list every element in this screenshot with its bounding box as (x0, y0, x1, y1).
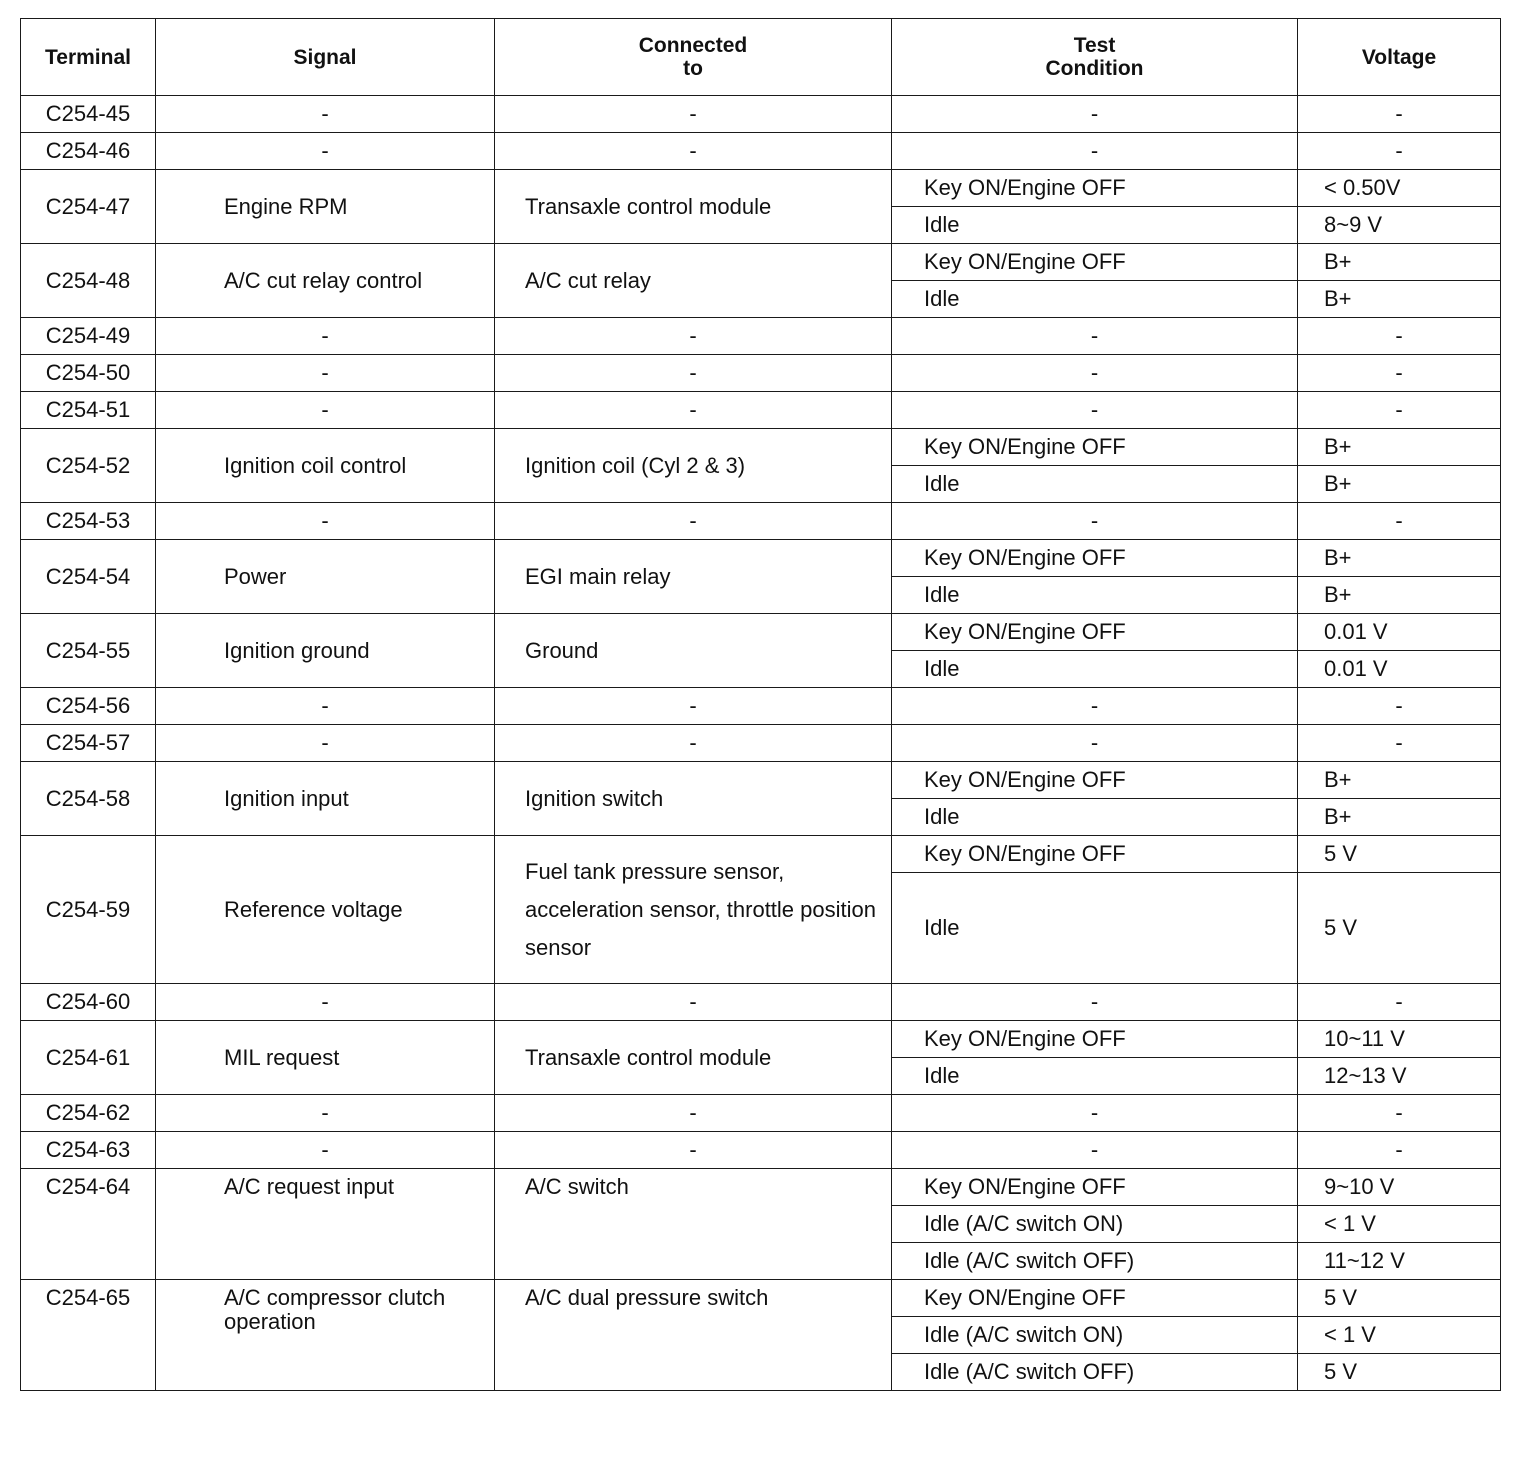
voltage-cell: B+ (1298, 799, 1501, 836)
test-condition-cell: Key ON/Engine OFF (892, 244, 1298, 281)
signal-cell: Reference voltage (156, 836, 495, 984)
test-condition-cell: - (892, 725, 1298, 762)
signal-cell: Power (156, 540, 495, 614)
test-condition-cell: Idle (892, 799, 1298, 836)
test-condition-cell: - (892, 96, 1298, 133)
signal-cell: MIL request (156, 1021, 495, 1095)
connected-to-cell: - (495, 355, 892, 392)
test-condition-cell: - (892, 984, 1298, 1021)
test-condition-cell: Idle (892, 651, 1298, 688)
test-condition-cell: Key ON/Engine OFF (892, 836, 1298, 873)
signal-cell: Engine RPM (156, 170, 495, 244)
voltage-cell: - (1298, 355, 1501, 392)
table-row (21, 429, 1501, 466)
table-row (21, 133, 1501, 170)
terminal-cell: C254-54 (21, 540, 156, 614)
test-condition-cell: Idle (892, 281, 1298, 318)
voltage-cell: B+ (1298, 466, 1501, 503)
signal-cell: - (156, 503, 495, 540)
voltage-cell: B+ (1298, 429, 1501, 466)
table-row (21, 96, 1501, 133)
table-body (21, 96, 1501, 1391)
test-condition-cell: Key ON/Engine OFF (892, 1280, 1298, 1317)
signal-cell: - (156, 96, 495, 133)
table-row (21, 1095, 1501, 1132)
test-condition-cell: Idle (892, 207, 1298, 244)
table-row (21, 725, 1501, 762)
test-condition-cell: Idle (A/C switch OFF) (892, 1243, 1298, 1280)
terminal-cell: C254-59 (21, 836, 156, 984)
test-condition-cell: - (892, 133, 1298, 170)
test-condition-cell: - (892, 318, 1298, 355)
voltage-cell: 11~12 V (1298, 1243, 1501, 1280)
signal-cell: - (156, 984, 495, 1021)
voltage-cell: 5 V (1298, 836, 1501, 873)
terminal-cell: C254-62 (21, 1095, 156, 1132)
voltage-cell: - (1298, 1095, 1501, 1132)
test-condition-cell: - (892, 1132, 1298, 1169)
signal-cell: - (156, 133, 495, 170)
terminal-cell: C254-52 (21, 429, 156, 503)
table-row (21, 762, 1501, 799)
terminal-cell: C254-61 (21, 1021, 156, 1095)
header-connected-line2: to (683, 57, 703, 80)
terminal-voltage-table (20, 18, 1501, 1391)
connected-to-cell: - (495, 133, 892, 170)
test-condition-cell: - (892, 688, 1298, 725)
table-row (21, 1021, 1501, 1058)
connected-to-cell: A/C dual pressure switch (495, 1280, 892, 1391)
signal-cell: - (156, 1132, 495, 1169)
header-test-line2: Condition (1045, 57, 1144, 80)
terminal-cell: C254-46 (21, 133, 156, 170)
signal-cell: - (156, 725, 495, 762)
signal-cell: Ignition input (156, 762, 495, 836)
connected-to-cell: - (495, 725, 892, 762)
test-condition-cell: Idle (892, 577, 1298, 614)
signal-cell: Ignition coil control (156, 429, 495, 503)
test-condition-cell: - (892, 355, 1298, 392)
table-row (21, 503, 1501, 540)
voltage-cell: < 0.50V (1298, 170, 1501, 207)
terminal-cell: C254-60 (21, 984, 156, 1021)
connected-to-cell: - (495, 1132, 892, 1169)
header-voltage: Voltage (1298, 19, 1501, 96)
terminal-cell: C254-55 (21, 614, 156, 688)
header-connected-to (495, 19, 892, 96)
voltage-cell: 0.01 V (1298, 614, 1501, 651)
voltage-cell: B+ (1298, 577, 1501, 614)
connected-to-cell: - (495, 688, 892, 725)
voltage-cell: 9~10 V (1298, 1169, 1501, 1206)
connected-to-cell: - (495, 318, 892, 355)
test-condition-cell: - (892, 392, 1298, 429)
table-row (21, 392, 1501, 429)
connected-to-cell: A/C cut relay (495, 244, 892, 318)
terminal-cell: C254-48 (21, 244, 156, 318)
header-test-line1: Test (1073, 34, 1116, 57)
header-row (21, 19, 1501, 96)
test-condition-cell: Key ON/Engine OFF (892, 170, 1298, 207)
voltage-cell: - (1298, 984, 1501, 1021)
terminal-voltage-table-sheet (20, 18, 1500, 1391)
voltage-cell: 0.01 V (1298, 651, 1501, 688)
terminal-cell: C254-57 (21, 725, 156, 762)
table-row (21, 1169, 1501, 1206)
terminal-cell: C254-49 (21, 318, 156, 355)
voltage-cell: - (1298, 96, 1501, 133)
signal-cell: - (156, 355, 495, 392)
table-row (21, 836, 1501, 873)
voltage-cell: - (1298, 503, 1501, 540)
header-connected-line1: Connected (638, 34, 748, 57)
terminal-cell: C254-51 (21, 392, 156, 429)
table-row (21, 984, 1501, 1021)
voltage-cell: - (1298, 392, 1501, 429)
table-row (21, 688, 1501, 725)
test-condition-cell: - (892, 1095, 1298, 1132)
test-condition-cell: - (892, 503, 1298, 540)
terminal-cell: C254-47 (21, 170, 156, 244)
voltage-cell: 10~11 V (1298, 1021, 1501, 1058)
connected-to-cell: Transaxle control module (495, 1021, 892, 1095)
connected-to-cell: - (495, 503, 892, 540)
voltage-cell: B+ (1298, 244, 1501, 281)
signal-cell: A/C cut relay control (156, 244, 495, 318)
test-condition-cell: Idle (A/C switch OFF) (892, 1354, 1298, 1391)
terminal-cell: C254-64 (21, 1169, 156, 1280)
voltage-cell: B+ (1298, 762, 1501, 799)
connected-to-cell: EGI main relay (495, 540, 892, 614)
table-row (21, 1132, 1501, 1169)
connected-to-cell: - (495, 984, 892, 1021)
voltage-cell: B+ (1298, 281, 1501, 318)
table-row (21, 540, 1501, 577)
test-condition-cell: Idle (A/C switch ON) (892, 1317, 1298, 1354)
connected-to-cell: Transaxle control module (495, 170, 892, 244)
voltage-cell: B+ (1298, 540, 1501, 577)
terminal-cell: C254-56 (21, 688, 156, 725)
terminal-cell: C254-65 (21, 1280, 156, 1391)
voltage-cell: 12~13 V (1298, 1058, 1501, 1095)
signal-cell: A/C request input (156, 1169, 495, 1280)
connected-to-cell: Ignition switch (495, 762, 892, 836)
signal-cell: - (156, 318, 495, 355)
test-condition-cell: Key ON/Engine OFF (892, 614, 1298, 651)
table-row (21, 170, 1501, 207)
test-condition-cell: Key ON/Engine OFF (892, 429, 1298, 466)
terminal-cell: C254-50 (21, 355, 156, 392)
terminal-cell: C254-63 (21, 1132, 156, 1169)
voltage-cell: - (1298, 318, 1501, 355)
test-condition-cell: Key ON/Engine OFF (892, 540, 1298, 577)
table-row (21, 614, 1501, 651)
voltage-cell: < 1 V (1298, 1206, 1501, 1243)
connected-to-cell: - (495, 392, 892, 429)
terminal-cell: C254-58 (21, 762, 156, 836)
test-condition-cell: Idle (892, 873, 1298, 984)
signal-cell: - (156, 392, 495, 429)
signal-cell: A/C compressor clutch operation (156, 1280, 495, 1391)
voltage-cell: - (1298, 725, 1501, 762)
table-row (21, 355, 1501, 392)
voltage-cell: 5 V (1298, 873, 1501, 984)
test-condition-cell: Key ON/Engine OFF (892, 1169, 1298, 1206)
voltage-cell: < 1 V (1298, 1317, 1501, 1354)
header-signal: Signal (156, 19, 495, 96)
connected-to-cell: - (495, 1095, 892, 1132)
connected-to-cell: Ground (495, 614, 892, 688)
signal-cell: - (156, 1095, 495, 1132)
table-row (21, 1280, 1501, 1317)
connected-to-cell: Ignition coil (Cyl 2 & 3) (495, 429, 892, 503)
test-condition-cell: Idle (A/C switch ON) (892, 1206, 1298, 1243)
table-row (21, 318, 1501, 355)
voltage-cell: 8~9 V (1298, 207, 1501, 244)
header-test-condition (892, 19, 1298, 96)
table-row (21, 244, 1501, 281)
connected-to-cell: Fuel tank pressure sensor, acceleration sensor, throttle position sensor (495, 836, 892, 984)
terminal-cell: C254-45 (21, 96, 156, 133)
connected-to-cell: - (495, 96, 892, 133)
test-condition-cell: Key ON/Engine OFF (892, 762, 1298, 799)
voltage-cell: 5 V (1298, 1280, 1501, 1317)
test-condition-cell: Idle (892, 1058, 1298, 1095)
signal-cell: Ignition ground (156, 614, 495, 688)
terminal-cell: C254-53 (21, 503, 156, 540)
signal-cell: - (156, 688, 495, 725)
test-condition-cell: Idle (892, 466, 1298, 503)
test-condition-cell: Key ON/Engine OFF (892, 1021, 1298, 1058)
header-terminal: Terminal (21, 19, 156, 96)
voltage-cell: - (1298, 1132, 1501, 1169)
voltage-cell: - (1298, 133, 1501, 170)
connected-to-cell: A/C switch (495, 1169, 892, 1280)
voltage-cell: - (1298, 688, 1501, 725)
voltage-cell: 5 V (1298, 1354, 1501, 1391)
